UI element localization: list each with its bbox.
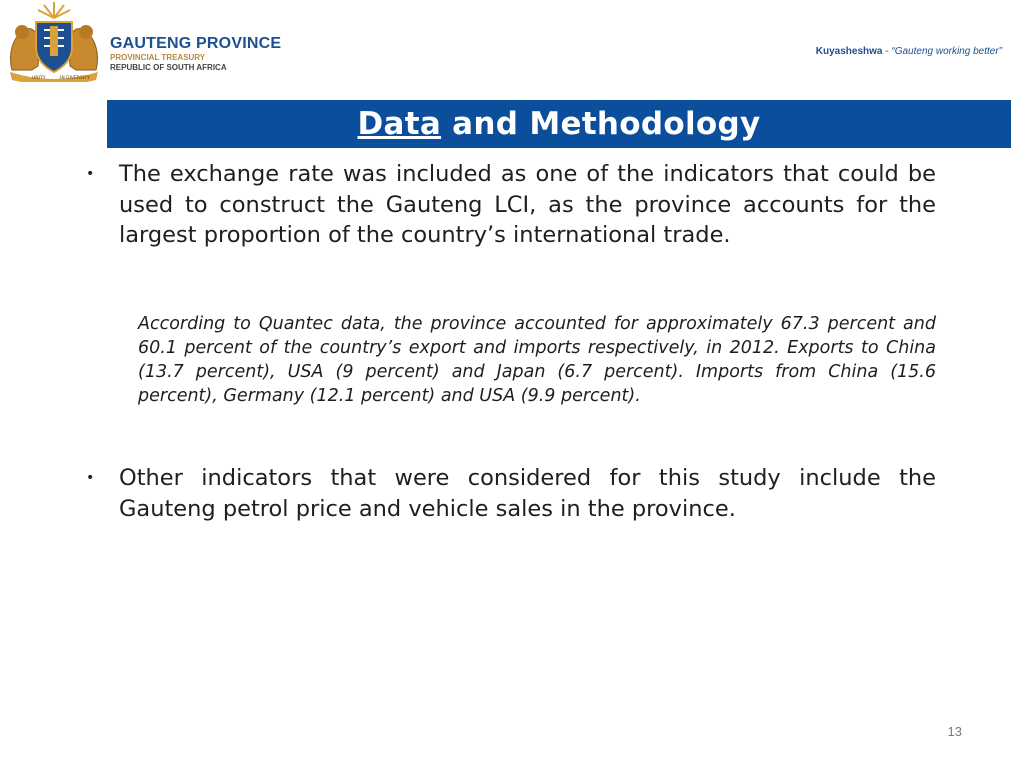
crest-motto-left: UNITY (32, 76, 46, 81)
page-number: 13 (947, 724, 962, 739)
coat-of-arms-icon (2, 0, 106, 82)
crest-motto-right: IN DIVERSITY (60, 76, 90, 81)
organisation-block (110, 34, 281, 73)
quantec-data-note: According to Quantec data, the province accounted for approximately 67.3 percent and 60.1 percent of the country’s export and imports respectively, in 2012. Exports to China (13.7 percent), USA (9 percent) and Japan (6.7 percent). Imports from China (15.6 percent), Germany (12.1 percent) and USA (9.9 percent). (138, 314, 936, 406)
tagline (816, 46, 1002, 57)
title-rest: and Methodology (441, 106, 761, 142)
bullet-marker: • (86, 166, 95, 182)
slide-title (107, 100, 1011, 148)
tagline-brand: Kuyasheshwa (815, 46, 883, 57)
organisation-department: PROVINCIAL TREASURY (110, 53, 206, 62)
organisation-country: REPUBLIC OF SOUTH AFRICA (110, 63, 227, 72)
bullet-marker: • (86, 470, 95, 486)
bullet-text-exchange-rate: The exchange rate was included as one of the indicators that could be used to construct the Gauteng LCI, as the province accounts for the largest proportion of the country’s international trade. (119, 161, 936, 248)
tagline-quote: “Gauteng working better” (891, 46, 1002, 57)
bullet-text-other-indicators: Other indicators that were considered for this study include the Gauteng petrol price and vehicle sales in the province. (119, 465, 936, 522)
tagline-separator: - (882, 46, 892, 57)
title-underlined-word: Data (357, 106, 442, 142)
organisation-name: GAUTENG PROVINCE (110, 35, 282, 52)
